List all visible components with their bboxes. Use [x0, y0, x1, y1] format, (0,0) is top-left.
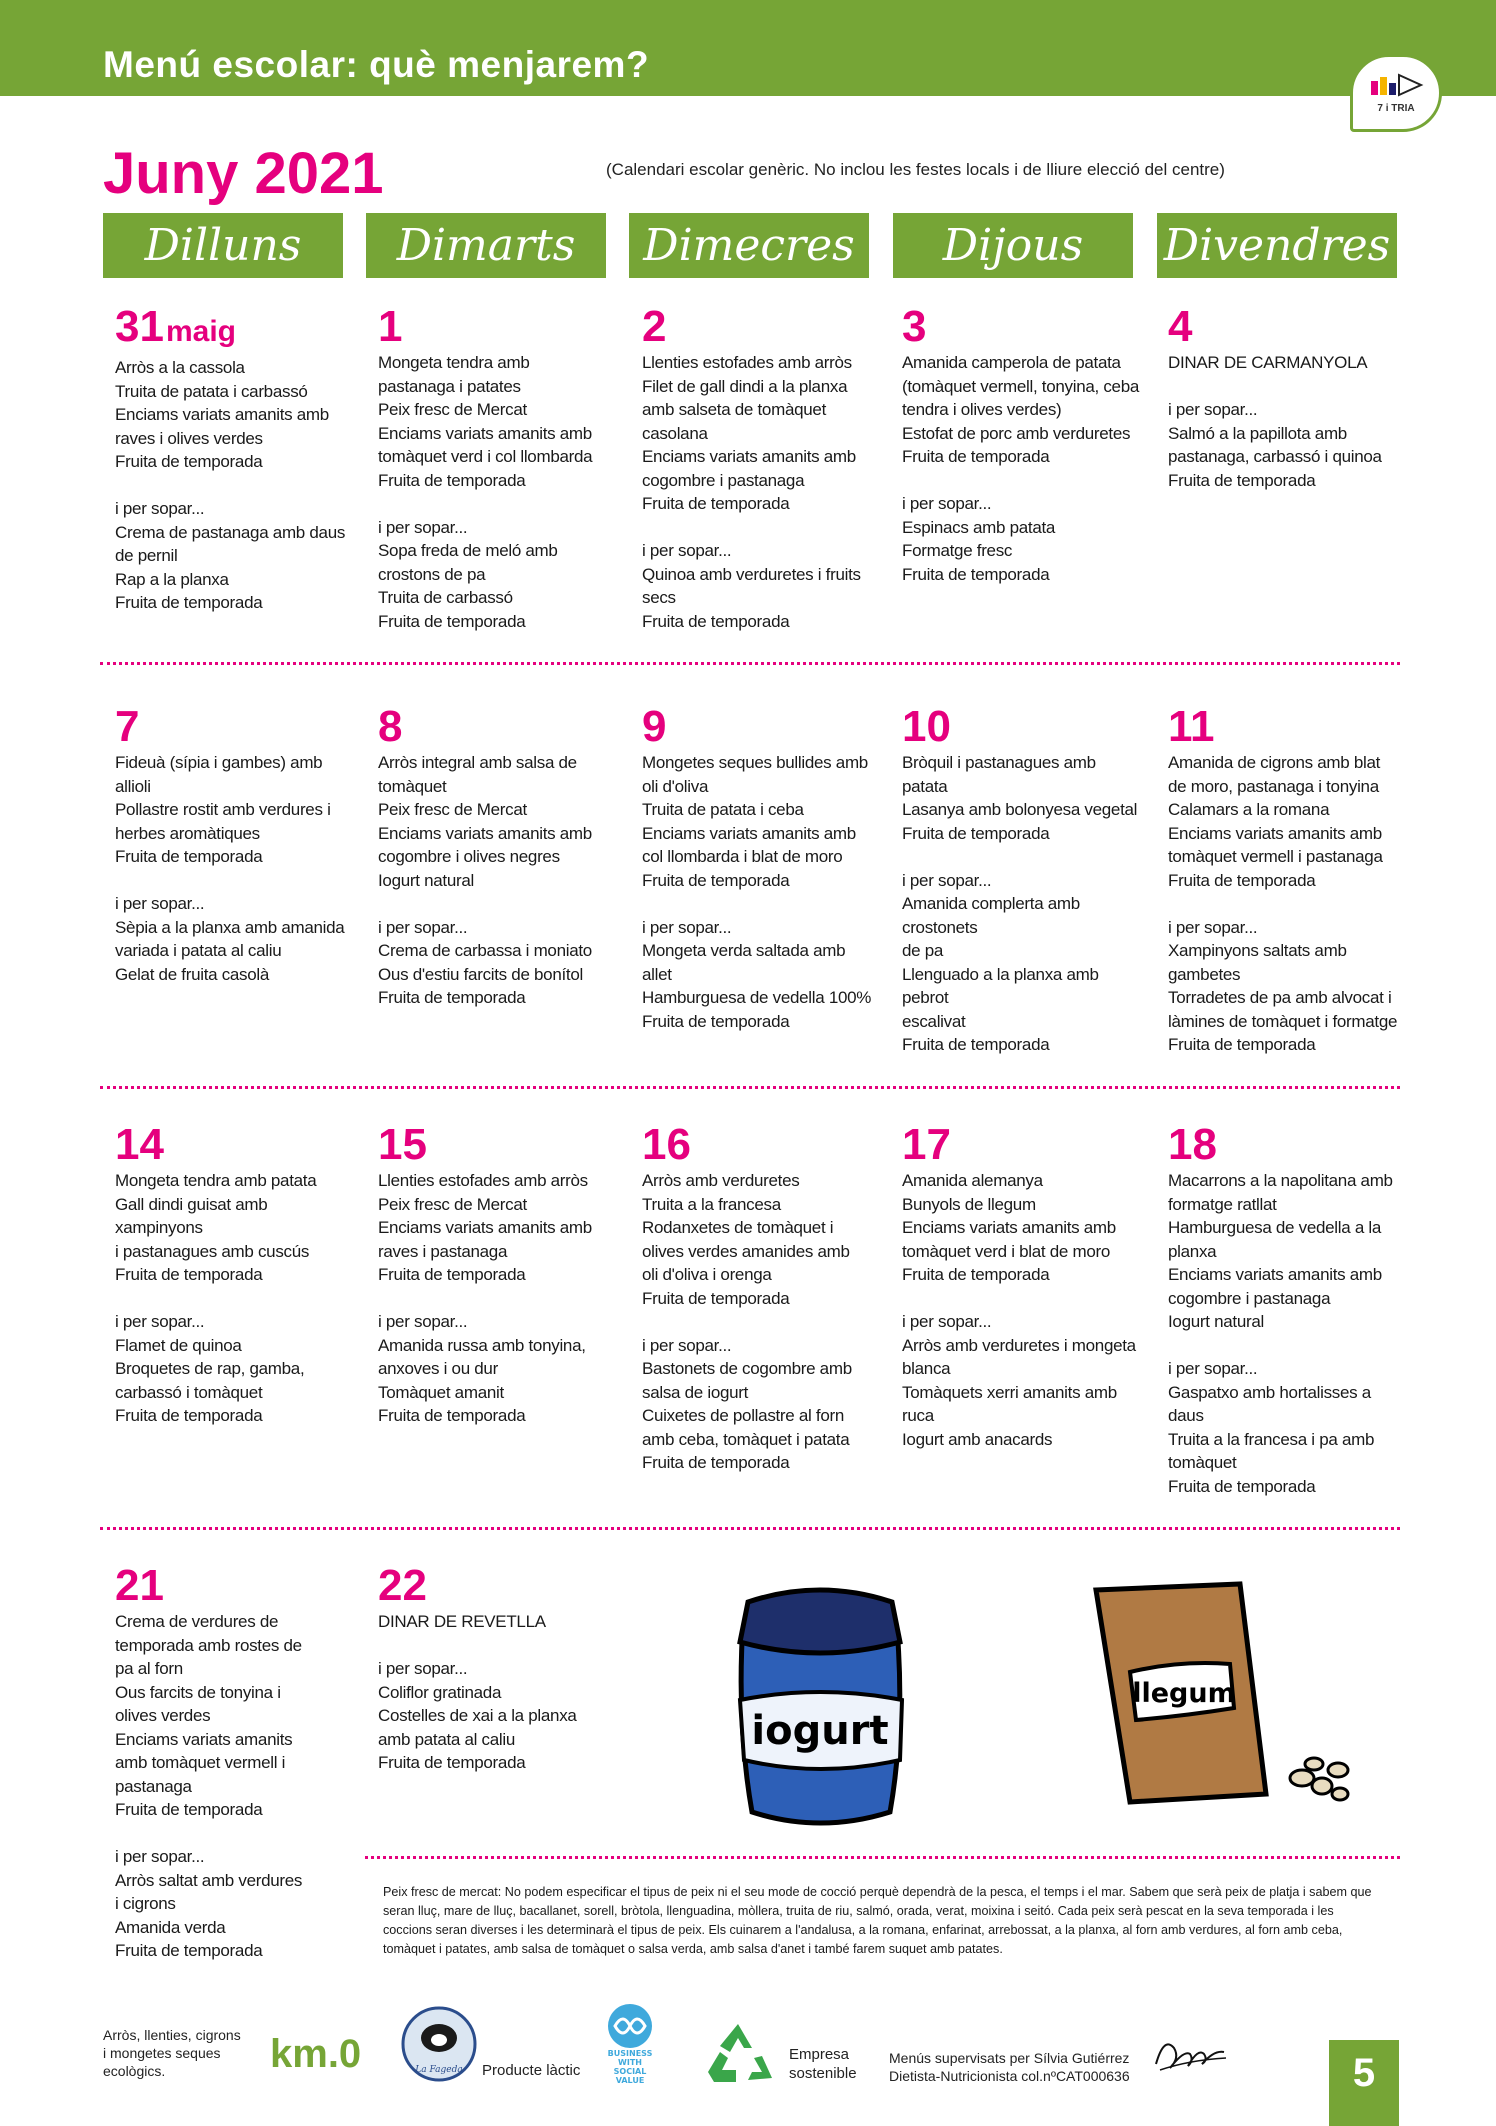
- menu-item: Enciams variats amanits amb: [642, 823, 856, 843]
- menu-item: Broquetes de rap, gamba,: [115, 1359, 305, 1378]
- menu-item: oli d'oliva: [642, 776, 709, 796]
- menu-item: Fruita de temporada: [642, 1288, 790, 1308]
- bws-text: WITH: [618, 2058, 642, 2067]
- menu-item: Fruita de temporada: [902, 564, 1050, 584]
- menu-item: Enciams variats amanits amb: [1168, 1265, 1382, 1284]
- day-cell: [1168, 703, 1408, 1057]
- menu-item: Fruita de temporada: [642, 1453, 790, 1472]
- menu-item: cogombre i olives negres: [378, 847, 560, 866]
- menu-item: raves i olives verdes: [115, 428, 263, 448]
- menu-item: Hamburguesa de vedella a la: [1168, 1218, 1382, 1237]
- menu-item: Tomàquet amanit: [378, 1382, 504, 1402]
- menu-item: i per sopar...: [642, 541, 732, 560]
- menu-item: [1168, 1334, 1408, 1358]
- menu-item: Enciams variats amanits amb: [902, 1218, 1116, 1237]
- menu-item: Enciams variats amanits amb: [378, 1218, 592, 1237]
- day-cell: [378, 703, 618, 1010]
- menu-item: Gelat de fruita casolà: [115, 964, 270, 984]
- day-number: [378, 303, 618, 351]
- day-cell: [902, 703, 1142, 1057]
- day-number-value: 8: [378, 702, 403, 751]
- day-number: [115, 303, 355, 356]
- menu-item: oli d'oliva i orenga: [642, 1265, 772, 1284]
- day-number-value: 31: [115, 302, 164, 351]
- menu-item: Fruita de temporada: [642, 870, 790, 890]
- menu-item: Fruita de temporada: [902, 1035, 1050, 1054]
- day-number: [1168, 703, 1408, 751]
- menu-item: Iogurt natural: [1168, 1312, 1264, 1331]
- day-number-value: 18: [1168, 1120, 1217, 1169]
- day-cell: [115, 1562, 355, 1963]
- menu-item: Arròs amb verduretes: [642, 1171, 800, 1190]
- sustainable-line: sostenible: [789, 2065, 857, 2082]
- menu-item: [378, 492, 618, 516]
- menu-item: variada i patata al caliu: [115, 941, 282, 960]
- day-number-value: 4: [1168, 302, 1193, 351]
- menu-item: Llenguado a la planxa amb pebrot: [902, 964, 1099, 1007]
- menu-item: Enciams variats amanits amb: [1168, 823, 1382, 843]
- menu-item: tomàquet verd i col llombarda: [378, 447, 593, 466]
- menu-item: Enciams variats amanits amb: [115, 405, 329, 424]
- menu-item: [902, 469, 1142, 493]
- menu-item: Enciams variats amanits amb: [378, 823, 592, 843]
- day-number-value: 16: [642, 1120, 691, 1169]
- day-cell: [115, 703, 355, 986]
- menu-item: i per sopar...: [378, 517, 468, 537]
- menu-item: Peix fresc de Mercat: [378, 1194, 527, 1214]
- menu-item: [902, 1287, 1142, 1311]
- day-number: [115, 1562, 355, 1610]
- menu-item: allet: [642, 964, 672, 984]
- menu-item: Fruita de temporada: [1168, 870, 1316, 890]
- day-number-value: 1: [378, 302, 403, 351]
- fish-footnote: Peix fresc de mercat: No podem especificar el tipus de peix ni el seu mode de cocció perquè dependrà de la pesca, el temps i el mar. Sabem que serà peix de platja i sabem que seran lluç, mare de lluç, bacallanet, sorell, bròtola, llenguadina, mòllera, truita de riu, salmó, orada, verat, moixina i seitó. Cada peix serà pescat en la seva temporada i les coccions seran diverses i les determinarà el tipus de peix. Els cuinarem a l'andalusa, a la romana, enfarinat, arrebossat, a la planxa, al forn amb verdures, al forn amb ceba, tomàquet i patates, amb salsa de tomàquet o salsa verda, amb salsa d'anet i també farem suquet amb patates.: [383, 1885, 1372, 1956]
- menu-item: Iogurt amb anacards: [902, 1429, 1053, 1449]
- menu-item: [902, 845, 1142, 869]
- day-cell: [642, 303, 882, 633]
- menu-item: temporada amb rostes de: [115, 1635, 302, 1655]
- day-cell: [378, 1562, 618, 1775]
- menu-item: [115, 1287, 355, 1311]
- menu-item: Fideuà (sípia i gambes) amb: [115, 753, 323, 772]
- menu-item: Estofat de porc amb verduretes: [902, 423, 1131, 443]
- menu-item: Quinoa amb verduretes i fruits: [642, 564, 861, 584]
- menu-item: Coliflor gratinada: [378, 1682, 502, 1702]
- menu-item: i per sopar...: [902, 870, 992, 890]
- menu-item: Crema de verdures de: [115, 1612, 279, 1631]
- menu-item: Crema de carbassa i moniato: [378, 941, 592, 960]
- km0-logo: km.0: [270, 2032, 362, 2076]
- menu-item: Lasanya amb bolonyesa vegetal: [902, 800, 1138, 819]
- menu-item: Fruita de temporada: [378, 1406, 526, 1425]
- menu-item: formatge ratllat: [1168, 1194, 1277, 1214]
- menu-item: planxa: [1168, 1241, 1217, 1261]
- menu-item: Sèpia a la planxa amb amanida: [115, 917, 345, 937]
- menu-item: Arròs a la cassola: [115, 358, 245, 377]
- menu-item: Truita a la francesa i pa amb: [1168, 1429, 1375, 1449]
- menu-item: Fruita de temporada: [642, 1011, 790, 1031]
- nutritionist-credit: [889, 2049, 1130, 2085]
- day-number-value: 9: [642, 702, 667, 751]
- menu-item: herbes aromàtiques: [115, 823, 260, 843]
- month-title: Juny 2021: [103, 141, 384, 206]
- menu-item: Mongeta verda saltada amb: [642, 941, 846, 960]
- menu-item: cogombre i pastanaga: [1168, 1288, 1331, 1308]
- menu-item: Fruita de temporada: [378, 988, 526, 1007]
- menu-item: Fruita de temporada: [115, 1265, 263, 1284]
- menu-item: [642, 1310, 882, 1334]
- menu-item: [1168, 375, 1408, 399]
- menu-item: [642, 516, 882, 540]
- menu-item: Ous d'estiu farcits de bonítol: [378, 964, 583, 984]
- brand-logo: [1350, 54, 1442, 132]
- menu-item: Fruita de temporada: [1168, 470, 1316, 490]
- menu-item: Cuixetes de pollastre al forn: [642, 1406, 845, 1425]
- menu-item: Ous farcits de tonyina i: [115, 1682, 281, 1702]
- menu-item: raves i pastanaga: [378, 1241, 508, 1261]
- dairy-brand-name: La Fageda: [415, 2065, 463, 2075]
- menu-item: tomàquet: [378, 776, 447, 796]
- menu-item: Fruita de temporada: [115, 1941, 263, 1960]
- menu-item: Calamars a la romana: [1168, 800, 1330, 819]
- day-number-value: 3: [902, 302, 927, 351]
- day-number: [378, 703, 618, 751]
- menu-item: amb patata al caliu: [378, 1729, 515, 1749]
- day-number: [642, 703, 882, 751]
- menu-item: DINAR DE CARMANYOLA: [1168, 353, 1368, 372]
- menu-item: i per sopar...: [115, 894, 205, 913]
- menu-item: i per sopar...: [378, 1659, 468, 1678]
- menu-item: Arròs integral amb salsa de: [378, 753, 577, 772]
- menu-item: [378, 1634, 618, 1658]
- day-cell: [115, 1121, 355, 1428]
- menu-item: [115, 1822, 355, 1846]
- day-number-value: 17: [902, 1120, 951, 1169]
- credit-line: Dietista-Nutricionista col.nºCAT000636: [889, 2068, 1130, 2084]
- logo-mark-icon: [1369, 71, 1425, 97]
- menu-item: Gaspatxo amb hortalisses a daus: [1168, 1382, 1371, 1425]
- menu-item: Fruita de temporada: [115, 1406, 263, 1425]
- menu-item: i per sopar...: [378, 1312, 468, 1331]
- day-number: [902, 703, 1142, 751]
- menu-item: Fruita de temporada: [902, 823, 1050, 843]
- menu-item: allioli: [115, 776, 151, 796]
- menu-item: Peix fresc de Mercat: [378, 800, 527, 819]
- menu-item: Bunyols de llegum: [902, 1194, 1036, 1214]
- menu-item: Fruita de temporada: [378, 470, 526, 490]
- day-number: [902, 1121, 1142, 1169]
- menu-item: Truita a la francesa: [642, 1194, 781, 1214]
- menu-item: [1168, 892, 1408, 916]
- menu-item: i per sopar...: [642, 917, 732, 937]
- day-header-friday: Divendres: [1157, 213, 1397, 278]
- menu-item: i per sopar...: [642, 1335, 732, 1355]
- menu-item: Fruita de temporada: [115, 847, 263, 866]
- dairy-product-label: Producte làctic: [482, 2062, 581, 2079]
- page-title: Menú escolar: què menjarem?: [103, 44, 650, 85]
- menu-item: Amanida russa amb tonyina,: [378, 1335, 586, 1355]
- day-number-value: 21: [115, 1561, 164, 1610]
- menu-item: Bastonets de cogombre amb: [642, 1359, 852, 1378]
- menu-item: pa al forn: [115, 1659, 183, 1678]
- day-number: [1168, 303, 1408, 351]
- day-number: [642, 1121, 882, 1169]
- menu-item: amb salseta de tomàquet: [642, 400, 826, 419]
- menu-item: salsa de iogurt: [642, 1382, 749, 1402]
- top-banner: [0, 0, 1496, 96]
- menu-item: Fruita de temporada: [642, 611, 790, 631]
- menu-item: i per sopar...: [378, 917, 468, 937]
- menu-item: Truita de patata i carbassó: [115, 381, 308, 401]
- menu-item: Pollastre rostit amb verdures i: [115, 800, 331, 819]
- menu-item: escalivat: [902, 1011, 966, 1031]
- jar-label: iogurt: [751, 1708, 889, 1754]
- menu-item: i per sopar...: [115, 499, 205, 518]
- menu-item: Filet de gall dindi a la planxa: [642, 376, 848, 396]
- bws-text: VALUE: [615, 2076, 645, 2085]
- menu-item: Formatge fresc: [902, 541, 1013, 560]
- menu-item: Mongetes seques bullides amb: [642, 753, 868, 772]
- organic-note-line: i mongetes seques: [103, 2045, 221, 2061]
- menu-item: tendra i olives verdes): [902, 400, 1062, 419]
- menu-item: i per sopar...: [115, 1847, 205, 1866]
- menu-item: pastanaga i patates: [378, 376, 521, 396]
- menu-item: [378, 892, 618, 916]
- menu-item: Llenties estofades amb arròs: [642, 353, 852, 372]
- menu-item: Fruita de temporada: [642, 494, 790, 513]
- day-cell: [1168, 1121, 1408, 1498]
- menu-item: Rap a la planxa: [115, 569, 229, 589]
- day-number: [115, 1121, 355, 1169]
- menu-item: Gall dindi guisat amb xampinyons: [115, 1194, 268, 1237]
- menu-item: Enciams variats amanits amb: [642, 447, 856, 466]
- menu-item: Fruita de temporada: [902, 1265, 1050, 1284]
- week-divider: [100, 662, 1400, 665]
- day-number: [642, 303, 882, 351]
- menu-item: pastanaga, carbassó i quinoa: [1168, 447, 1382, 466]
- dairy-brand-logo: [400, 2004, 478, 2084]
- day-number-value: 11: [1168, 702, 1215, 751]
- menu-item: Fruita de temporada: [115, 452, 263, 471]
- menu-item: i per sopar...: [115, 1312, 205, 1331]
- day-number: [902, 303, 1142, 351]
- organic-note: [103, 2026, 241, 2080]
- menu-item: amb ceba, tomàquet i patata: [642, 1429, 850, 1449]
- social-value-logo: [593, 2002, 667, 2086]
- menu-item: Amanida verda: [115, 1917, 226, 1937]
- menu-item: Fruita de temporada: [115, 1800, 263, 1819]
- menu-item: pastanaga: [115, 1776, 192, 1796]
- menu-item: Mongeta tendra amb patata: [115, 1171, 317, 1190]
- menu-item: Arròs amb verduretes i mongeta: [902, 1335, 1136, 1355]
- menu-item: ruca: [902, 1406, 934, 1425]
- menu-item: Mongeta tendra amb: [378, 353, 530, 372]
- menu-item: olives verdes: [115, 1706, 211, 1725]
- menu-item: i pastanagues amb cuscús: [115, 1241, 310, 1261]
- menu-item: DINAR DE REVETLLA: [378, 1612, 546, 1631]
- menu-item: blanca: [902, 1359, 951, 1378]
- menu-item: Crema de pastanaga amb daus: [115, 522, 346, 542]
- menu-item: olives verdes amanides amb: [642, 1241, 850, 1261]
- menu-item: Sopa freda de meló amb: [378, 541, 558, 560]
- day-cell: [115, 303, 355, 615]
- menu-item: [115, 869, 355, 893]
- week-divider: [100, 1086, 1400, 1089]
- day-month-suffix: maig: [165, 315, 236, 348]
- menu-item: làmines de tomàquet i formatge: [1168, 1011, 1398, 1031]
- day-number-value: 22: [378, 1561, 427, 1610]
- day-header-thursday: Dijous: [893, 213, 1133, 278]
- yogurt-jar-illustration: [720, 1572, 920, 1837]
- menu-item: anxoves i ou dur: [378, 1359, 498, 1378]
- week-divider: [100, 1527, 1400, 1530]
- menu-item: [115, 474, 355, 498]
- menu-item: Iogurt natural: [378, 870, 474, 890]
- day-number: [378, 1562, 618, 1610]
- menu-item: Amanida alemanya: [902, 1171, 1043, 1190]
- menu-item: Enciams variats amanits: [115, 1729, 293, 1749]
- menu-item: Enciams variats amanits amb: [378, 423, 592, 443]
- organic-note-line: ecològics.: [103, 2063, 166, 2079]
- menu-item: Amanida camperola de patata: [902, 353, 1121, 372]
- legume-sack-illustration: [1090, 1580, 1360, 1810]
- menu-item: Torradetes de pa amb alvocat i: [1168, 988, 1392, 1007]
- day-number-value: 10: [902, 702, 951, 751]
- day-number: [1168, 1121, 1408, 1169]
- calendar-note: (Calendari escolar genèric. No inclou les festes locals i de lliure elecció del centre): [606, 160, 1225, 179]
- sustainable-company-label: [789, 2045, 857, 2083]
- day-number-value: 14: [115, 1120, 164, 1169]
- menu-item: i per sopar...: [902, 1312, 992, 1331]
- menu-item: Amanida complerta amb crostonets: [902, 894, 1080, 937]
- menu-item: i per sopar...: [902, 494, 992, 513]
- menu-item: de pa: [902, 941, 944, 960]
- sustainable-line: Empresa: [789, 2046, 850, 2063]
- menu-item: col llombarda i blat de moro: [642, 847, 843, 866]
- menu-item: Fruita de temporada: [378, 611, 526, 631]
- menu-item: secs: [642, 588, 676, 607]
- signature-icon: [1150, 2030, 1230, 2076]
- menu-item: i per sopar...: [1168, 1359, 1258, 1378]
- menu-item: [642, 892, 882, 916]
- menu-item: tomàquet vermell i pastanaga: [1168, 847, 1383, 866]
- menu-item: Llenties estofades amb arròs: [378, 1171, 588, 1190]
- day-cell: [902, 1121, 1142, 1451]
- menu-item: Bròquil i pastanagues amb patata: [902, 753, 1096, 796]
- menu-item: Rodanxetes de tomàquet i: [642, 1218, 834, 1237]
- day-cell: [902, 303, 1142, 586]
- day-cell: [642, 1121, 882, 1475]
- day-header-wednesday: Dimecres: [629, 213, 869, 278]
- menu-item: Tomàquets xerri amanits amb: [902, 1382, 1117, 1402]
- day-cell: [642, 703, 882, 1033]
- page-number: 5: [1329, 2040, 1399, 2126]
- menu-item: i per sopar...: [1168, 400, 1258, 419]
- day-header-tuesday: Dimarts: [366, 213, 606, 278]
- day-cell: [378, 303, 618, 633]
- menu-item: tomàquet verd i blat de moro: [902, 1241, 1110, 1261]
- menu-item: Hamburguesa de vedella 100%: [642, 988, 872, 1007]
- menu-item: Macarrons a la napolitana amb: [1168, 1171, 1393, 1190]
- bws-text: SOCIAL: [613, 2067, 647, 2076]
- logo-label: 7 i TRIA: [1377, 103, 1415, 114]
- menu-item: Fruita de temporada: [378, 1265, 526, 1284]
- bws-text: BUSINESS: [607, 2049, 653, 2058]
- menu-item: Arròs saltat amb verdures: [115, 1870, 303, 1890]
- menu-item: Fruita de temporada: [1168, 1476, 1316, 1496]
- menu-item: Xampinyons saltats amb: [1168, 941, 1347, 960]
- day-cell: [378, 1121, 618, 1428]
- sack-label: llegum: [1132, 1678, 1236, 1709]
- footnote-divider: [365, 1856, 1400, 1859]
- menu-item: Espinacs amb patata: [902, 517, 1056, 537]
- menu-item: tomàquet: [1168, 1453, 1237, 1472]
- menu-item: de moro, pastanaga i tonyina: [1168, 776, 1379, 796]
- menu-item: amb tomàquet vermell i: [115, 1753, 286, 1772]
- day-cell: [1168, 303, 1408, 492]
- menu-item: cogombre i pastanaga: [642, 470, 805, 490]
- menu-item: Amanida de cigrons amb blat: [1168, 753, 1381, 772]
- menu-item: casolana: [642, 423, 708, 443]
- menu-item: (tomàquet vermell, tonyina, ceba: [902, 376, 1140, 396]
- menu-item: Fruita de temporada: [115, 593, 263, 612]
- menu-item: carbassó i tomàquet: [115, 1382, 263, 1402]
- menu-item: Fruita de temporada: [1168, 1035, 1316, 1054]
- menu-item: Truita de patata i ceba: [642, 800, 804, 819]
- day-number: [378, 1121, 618, 1169]
- menu-item: i cigrons: [115, 1894, 176, 1913]
- menu-item: Fruita de temporada: [378, 1753, 526, 1772]
- menu-item: Peix fresc de Mercat: [378, 400, 527, 419]
- menu-item: Flamet de quinoa: [115, 1335, 242, 1355]
- recycle-icon: [700, 2020, 776, 2094]
- day-number: [115, 703, 355, 751]
- menu-item: i per sopar...: [1168, 917, 1258, 937]
- menu-item: Costelles de xai a la planxa: [378, 1706, 577, 1725]
- menu-item: Truita de carbassó: [378, 588, 513, 607]
- day-number-value: 15: [378, 1120, 427, 1169]
- day-number-value: 2: [642, 302, 667, 351]
- menu-item: gambetes: [1168, 964, 1241, 984]
- menu-item: Fruita de temporada: [902, 447, 1050, 466]
- credit-line: Menús supervisats per Sílvia Gutiérrez: [889, 2050, 1130, 2066]
- menu-item: de pernil: [115, 546, 178, 565]
- organic-note-line: Arròs, llenties, cigrons: [103, 2027, 241, 2043]
- day-header-monday: Dilluns: [103, 213, 343, 278]
- day-number-value: 7: [115, 702, 140, 751]
- menu-item: [378, 1287, 618, 1311]
- menu-item: Salmó a la papillota amb: [1168, 423, 1347, 443]
- menu-item: crostons de pa: [378, 564, 486, 584]
